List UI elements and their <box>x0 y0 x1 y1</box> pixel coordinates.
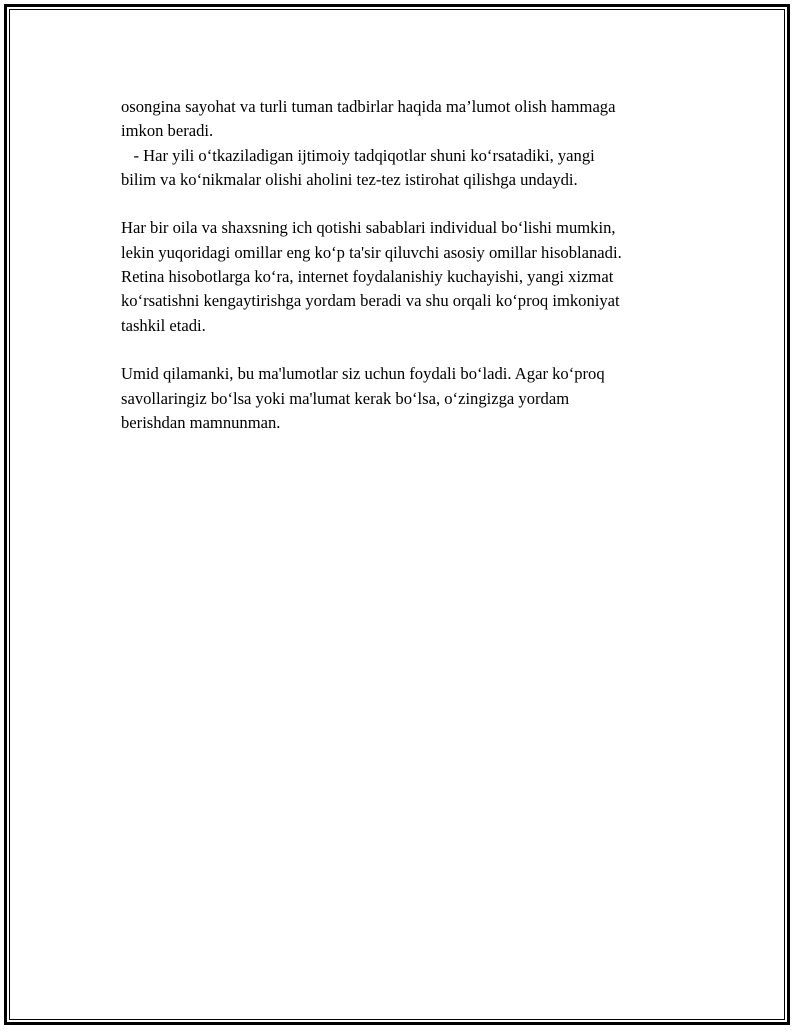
paragraph-1 <box>121 95 701 192</box>
text-line: berishdan mamnunman. <box>121 412 281 432</box>
document-body <box>121 95 701 435</box>
text-line: Har bir oila va shaxsning ich qotishi sabablari individual bo‘lishi mumkin, <box>121 218 616 238</box>
document-page <box>4 4 790 1025</box>
text-line: savollaringiz bo‘lsa yoki ma'lumat kerak bo‘lsa, o‘zingizga yordam <box>121 388 570 408</box>
text-line: imkon beradi. <box>121 121 214 141</box>
text-line: osongina sayohat va turli tuman tadbirlar haqida ma’lumot olish hammaga <box>121 97 616 116</box>
text-line: Umid qilamanki, bu ma'lumotlar siz uchun foydali bo‘ladi. Agar ko‘proq <box>121 364 605 384</box>
paragraph-gap <box>121 192 701 216</box>
text-line: ko‘rsatishni kengaytirishga yordam beradi va shu orqali ko‘proq imkoniyat <box>121 291 620 311</box>
text-line: tashkil etadi. <box>121 315 206 335</box>
text-line: bilim va ko‘nikmalar olishi aholini tez-tez istirohat qilishga undaydi. <box>121 169 578 189</box>
paragraph-gap <box>121 338 701 362</box>
text-line: Retina hisobotlarga ko‘ra, internet foydalanishiy kuchayishi, yangi xizmat <box>121 267 614 287</box>
paragraph-2 <box>121 216 701 337</box>
text-line: - Har yili o‘tkaziladigan ijtimoiy tadqiqotlar shuni ko‘rsatadiki, yangi <box>121 145 595 165</box>
paragraph-3 <box>121 362 701 435</box>
text-line: lekin yuqoridagi omillar eng ko‘p ta'sir qiluvchi asosiy omillar hisoblanadi. <box>121 242 622 262</box>
